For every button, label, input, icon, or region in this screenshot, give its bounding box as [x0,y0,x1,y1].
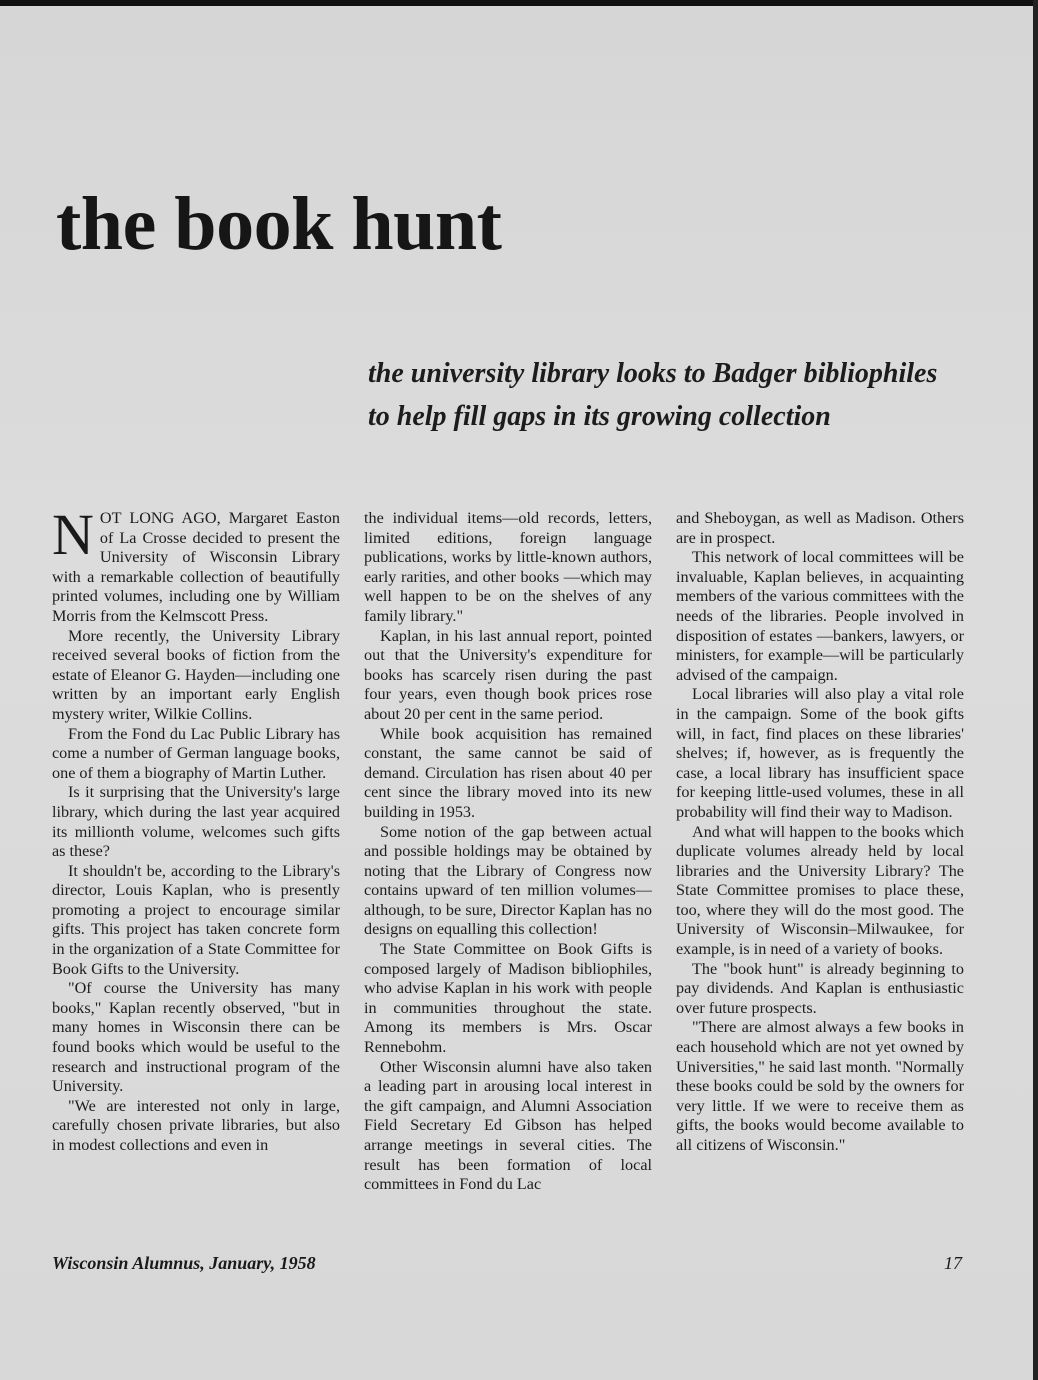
paragraph: the individual items—old records, letters, limited editions, foreign language publications, works by little-known authors, early rarities, and other books —which may well happen to be on the shelves of any family library." [364,509,652,625]
article-subtitle [368,352,1008,438]
article-title: the book hunt [56,182,502,266]
subtitle-line-1: the university library looks to Badger bibliophiles [368,358,938,389]
paragraph: The "book hunt" is already beginning to pay dividends. And Kaplan is enthusiastic over future prospects. [676,959,964,1017]
drop-cap: N [52,502,94,567]
paragraph: While book acquisition has remained constant, the same cannot be said of demand. Circulation has risen about 40 per cent since the library moved into its new building in 1953. [364,724,652,821]
scan-edge-right [1033,0,1038,1380]
paragraph: From the Fond du Lac Public Library has come a number of German language books, one of them a biography of Martin Luther. [52,724,340,782]
paragraph: It shouldn't be, according to the Library's director, Louis Kaplan, who is presently promoting a project to encourage similar gifts. This project has taken concrete form in the organization of a State Committee for Book Gifts to the University. [52,861,340,978]
page-number: 17 [944,1253,962,1273]
paragraph [52,502,340,627]
paragraph: This network of local committees will be invaluable, Kaplan believes, in acquainting members of the various committees with the needs of the libraries. People involved in disposition of estates —bankers, lawyers, or ministers, for example—will be particularly advised of the campaign. [676,548,964,684]
paragraph: More recently, the University Library received several books of fiction from the estate of Eleanor G. Hayden—including one written by an important early English mystery writer, Wilkie Collins. [52,626,340,723]
paragraph: and Sheboygan, as well as Madison. Others are in prospect. [676,509,964,547]
paragraph: "There are almost always a few books in each household which are not yet owned by Universities," he said last month. "Normally these books could be sold by the owners for very little. If we were to receive them as gifts, the books would become available to all citizens of Wisconsin." [676,1018,964,1154]
paragraph-text: OT LONG AGO, Margaret Easton of La Crosse decided to present the University of Wisconsin Library with a remarkable collection of beautifully printed volumes, including one by William Morris from the Kelmscott Press. [52,509,340,625]
paragraph: Kaplan, in his last annual report, pointed out that the University's expenditure for books has scarcely risen during the past four years, even though book prices rose about 20 per cent in the same period. [364,626,652,723]
paragraph: Local libraries will also play a vital role in the campaign. Some of the book gifts will, in fact, find places on these libraries' shelves; if, however, as is frequently the case, a local library has insufficient space for keeping little-used volumes, these in all probability will find their way to Madison. [676,685,964,821]
paragraph: Other Wisconsin alumni have also taken a leading part in arousing local interest in the gift campaign, and Alumni Association Field Secretary Ed Gibson has helped arrange meetings in several cities. The result has been formation of local committees in Fond du Lac [364,1057,652,1194]
subtitle-line-2: to help fill gaps in its growing collection [368,401,831,432]
text-column-1 [52,502,340,1156]
text-column-2 [364,509,652,1195]
paragraph: The State Committee on Book Gifts is composed largely of Madison bibliophiles, who advise Kaplan in his work with people in communities throughout the state. Among its members is Mrs. Oscar Rennebohm. [364,940,652,1057]
paragraph: And what will happen to the books which duplicate volumes already held by local libraries and the University Library? The State Committee promises to place these, too, where they will do the most good. The University of Wisconsin–Milwaukee, for example, is in need of a variety of books. [676,822,964,959]
scan-edge-top [0,0,1038,6]
publication-footer: Wisconsin Alumnus, January, 1958 [52,1253,316,1273]
paragraph: Is it surprising that the University's large library, which during the last year acquired its millionth volume, welcomes such gifts as these? [52,783,340,861]
paragraph: "We are interested not only in large, carefully chosen private libraries, but also in modest collections and even in [52,1096,340,1154]
text-column-3 [676,509,964,1156]
paragraph: "Of course the University has many books," Kaplan recently observed, "but in many homes in Wisconsin there can be found books which would be useful to the research and instructional program of the University. [52,979,340,1096]
paragraph: Some notion of the gap between actual and possible holdings may be obtained by noting that the Library of Congress now contains upward of ten million volumes—although, to be sure, Director Kaplan has no designs on equalling this collection! [364,822,652,939]
